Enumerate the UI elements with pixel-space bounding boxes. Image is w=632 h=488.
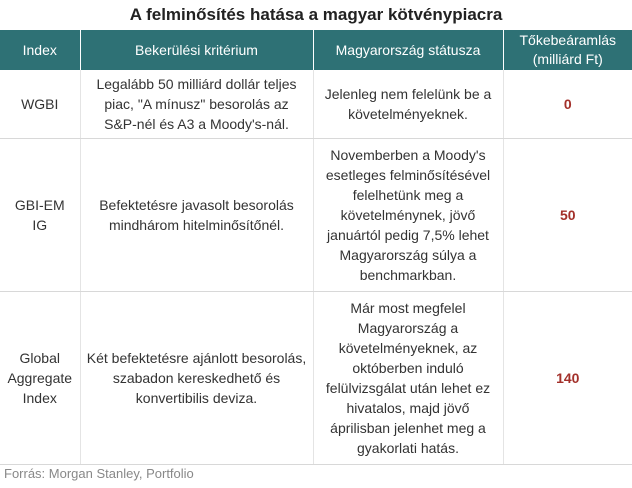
column-header-criterion: Bekerülési kritérium <box>80 30 313 70</box>
cell-status: Jelenleg nem felelünk be a követelményeknek. <box>313 70 503 138</box>
cell-status: Novemberben a Moody's esetleges felminősítésével felelhetünk meg a követelménynek, jövő januártól pedig 7,5% lehet Magyarország súlya a benchmarkban. <box>313 138 503 291</box>
column-header-inflow: Tőkebeáramlás (milliárd Ft) <box>503 30 632 70</box>
cell-index: GBI-EM IG <box>0 138 80 291</box>
table-title: A felminősítés hatása a magyar kötvénypiacra <box>129 5 503 24</box>
cell-inflow: 0 <box>503 70 632 138</box>
table-row <box>0 138 632 291</box>
cell-inflow: 50 <box>503 138 632 291</box>
cell-criterion: Két befektetésre ajánlott besorolás, szabadon kereskedhető és konvertibilis deviza. <box>80 291 313 464</box>
cell-criterion: Befektetésre javasolt besorolás mindhárom hitelminősítőnél. <box>80 138 313 291</box>
source-note: Forrás: Morgan Stanley, Portfolio <box>4 466 194 481</box>
table-row <box>0 291 632 464</box>
table-row <box>0 70 632 138</box>
cell-index: Global Aggregate Index <box>0 291 80 464</box>
cell-status: Már most megfelel Magyarország a követelményeknek, az októberben induló felülvizsgálat után lehet ez hivatalos, majd jövő áprilisban jelenhet meg a gyakorlati hatás. <box>313 291 503 464</box>
column-header-status: Magyarország státusza <box>313 30 503 70</box>
cell-index: WGBI <box>0 70 80 138</box>
cell-criterion: Legalább 50 milliárd dollár teljes piac, "A mínusz" besorolás az S&P-nél és A3 a Moody's-nál. <box>80 70 313 138</box>
header-row <box>0 30 632 70</box>
column-header-index: Index <box>0 30 80 70</box>
cell-inflow: 140 <box>503 291 632 464</box>
comparison-table <box>0 30 632 465</box>
